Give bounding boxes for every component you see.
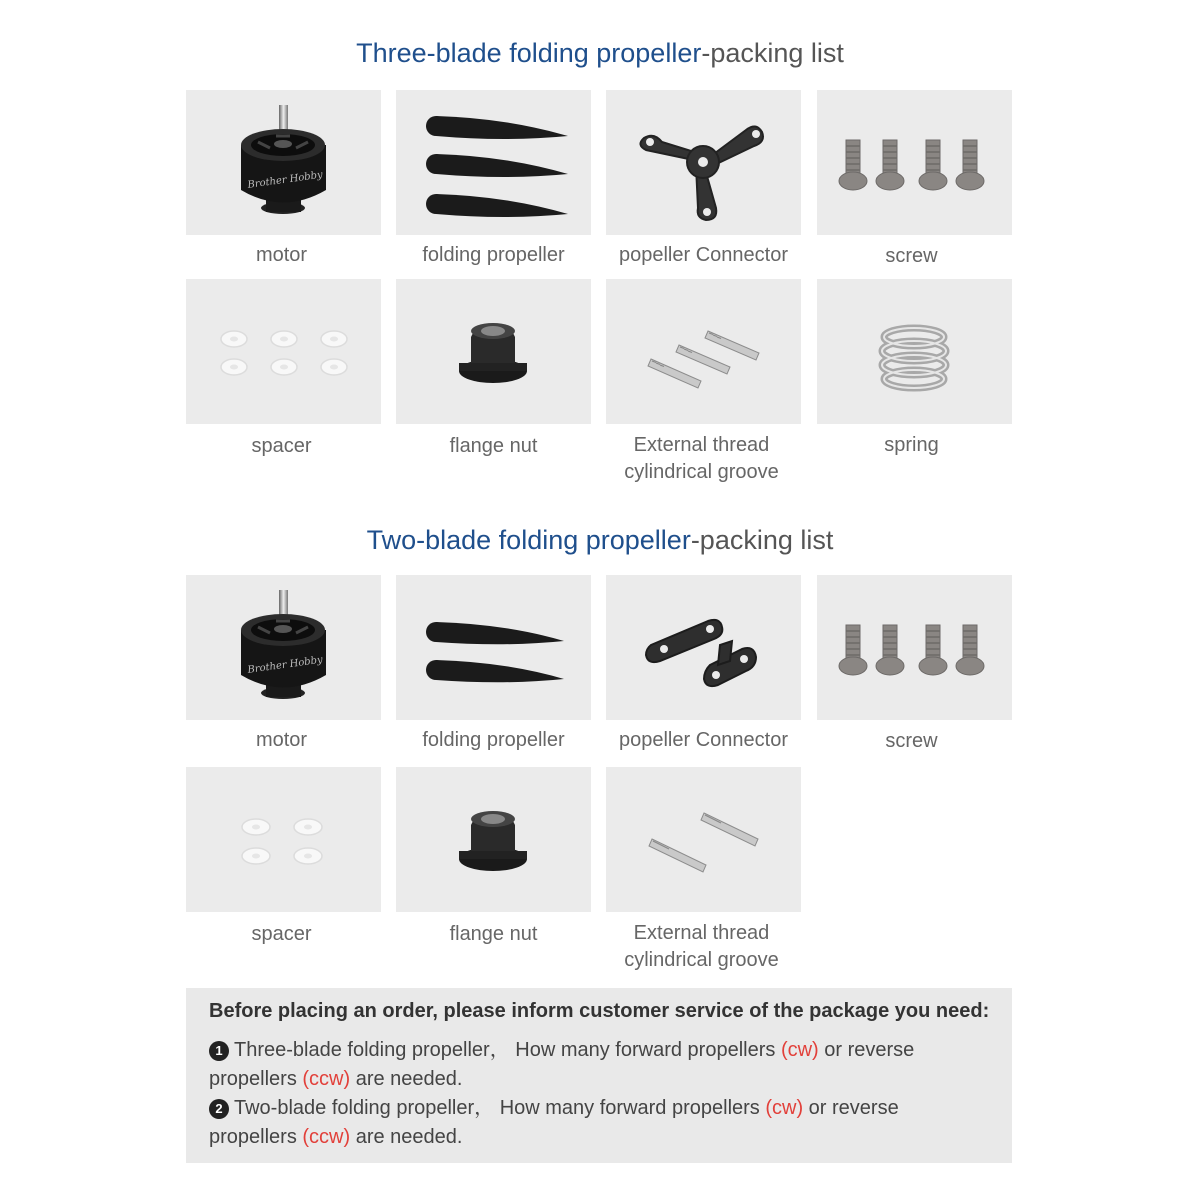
caption-spring: spring — [884, 434, 939, 456]
caption-connector: popeller Connector — [619, 244, 788, 266]
three-arm-connector-icon — [606, 90, 801, 235]
spring-tile — [817, 279, 1012, 424]
four-spacers-icon — [186, 767, 381, 912]
caption-pins-2-line1: External thread — [633, 922, 770, 944]
caption-flange-nut: flange nut — [449, 435, 538, 457]
motor-brand-text: Brother Hobby — [246, 169, 324, 191]
caption-connector-2: popeller Connector — [619, 729, 788, 751]
note-item-1-text-b: or reverse propellers — [209, 1039, 915, 1090]
pins-tile-2 — [606, 767, 801, 912]
note-item-1 — [209, 1036, 989, 1094]
flange-nut-tile — [396, 279, 591, 424]
pins-tile — [606, 279, 801, 424]
caption-folding-propeller: folding propeller — [422, 244, 565, 266]
note-item-1-cw: (cw) — [780, 1039, 819, 1061]
three-blade-propeller-icon — [396, 90, 591, 235]
caption-folding-propeller-2: folding propeller — [422, 729, 565, 751]
four-screws-icon — [817, 575, 1012, 720]
caption-pins-line2: cylindrical groove — [624, 461, 779, 483]
order-note-box — [186, 988, 1012, 1163]
caption-pins-2-line2: cylindrical groove — [624, 949, 779, 971]
section2-title — [0, 525, 1200, 556]
screw-tile — [817, 90, 1012, 235]
note-item-2-text-a: Two-blade folding propeller， How many forward propellers — [234, 1097, 766, 1119]
four-screws-icon — [817, 90, 1012, 235]
three-pins-icon — [606, 279, 801, 424]
motor-icon — [186, 575, 381, 720]
note-item-2 — [209, 1094, 989, 1152]
section1-title — [0, 38, 1200, 69]
propeller-tile-2 — [396, 575, 591, 720]
six-spacers-icon — [186, 279, 381, 424]
note-item-2-text-c: are needed. — [350, 1126, 463, 1148]
flange-nut-icon — [396, 767, 591, 912]
motor-icon — [186, 90, 381, 235]
caption-spacer: spacer — [251, 435, 312, 457]
caption-motor-2: motor — [255, 729, 308, 751]
spacer-tile — [186, 279, 381, 424]
number-2-badge: 2 — [209, 1099, 229, 1119]
section2-title-blue: Two-blade folding propeller — [366, 525, 691, 555]
flange-nut-tile-2 — [396, 767, 591, 912]
two-plate-connector-icon — [606, 575, 801, 720]
note-item-2-ccw: (ccw) — [302, 1126, 351, 1148]
caption-screw: screw — [885, 245, 938, 267]
note-item-2-text-b: or reverse propellers — [209, 1097, 899, 1148]
note-item-1-ccw: (ccw) — [302, 1068, 351, 1090]
caption-pins-2 — [604, 920, 799, 974]
motor-brand-text: Brother Hobby — [246, 654, 324, 676]
note-item-1-text-c: are needed. — [350, 1068, 463, 1090]
number-1-badge: 1 — [209, 1041, 229, 1061]
section1-title-blue: Three-blade folding propeller — [356, 38, 702, 68]
two-pins-icon — [606, 767, 801, 912]
caption-screw-2: screw — [885, 730, 938, 752]
connector-tile — [606, 90, 801, 235]
caption-flange-nut-2: flange nut — [449, 923, 538, 945]
caption-pins-line1: External thread — [633, 434, 770, 456]
note-item-1-text-a: Three-blade folding propeller， How many forward propellers — [234, 1039, 781, 1061]
two-blade-propeller-icon — [396, 575, 591, 720]
caption-pins — [604, 432, 799, 486]
note-heading: Before placing an order, please inform customer service of the package you need: — [209, 1000, 990, 1022]
motor-tile-2 — [186, 575, 381, 720]
section1-title-gray: -packing list — [701, 38, 844, 68]
screw-tile-2 — [817, 575, 1012, 720]
propeller-tile — [396, 90, 591, 235]
caption-motor: motor — [255, 244, 308, 266]
connector-tile-2 — [606, 575, 801, 720]
note-item-2-cw: (cw) — [765, 1097, 804, 1119]
caption-spacer-2: spacer — [251, 923, 312, 945]
spring-icon — [817, 279, 1012, 424]
flange-nut-icon — [396, 279, 591, 424]
section2-title-gray: -packing list — [690, 525, 834, 555]
motor-tile — [186, 90, 381, 235]
spacer-tile-2 — [186, 767, 381, 912]
